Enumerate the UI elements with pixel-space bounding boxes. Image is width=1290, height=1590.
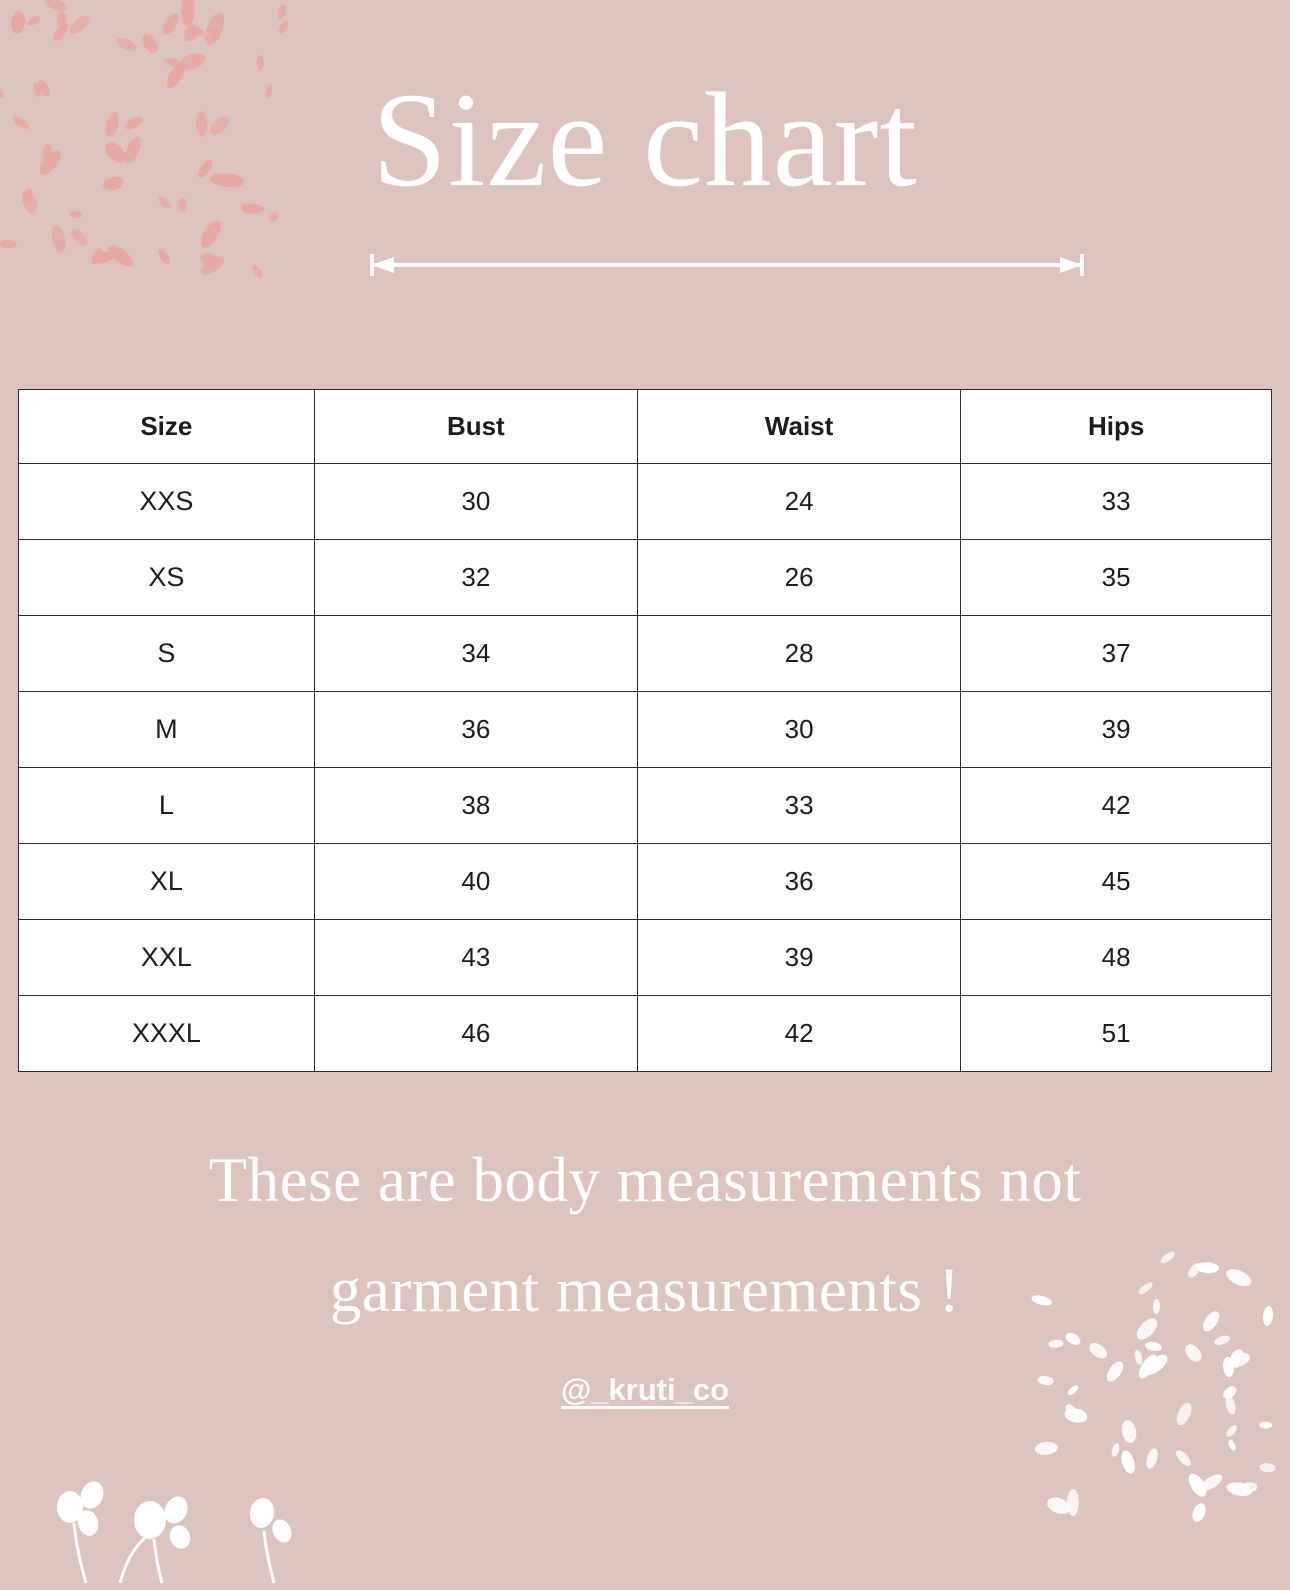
cell-bust: 40	[314, 844, 637, 920]
cell-size: XXS	[19, 464, 315, 540]
table-row	[19, 540, 1272, 616]
cell-size: XS	[19, 540, 315, 616]
footer-note-line-2: garment measurements !	[329, 1255, 961, 1326]
confetti-petal	[1044, 1495, 1071, 1517]
page-title: Size chart	[372, 66, 918, 215]
cell-hips: 33	[961, 464, 1272, 540]
cell-size: L	[19, 768, 315, 844]
confetti-petal	[1067, 1489, 1079, 1516]
confetti-petal	[1259, 1463, 1275, 1473]
cell-bust: 43	[314, 920, 637, 996]
cell-bust: 46	[314, 996, 637, 1072]
cell-hips: 37	[961, 616, 1272, 692]
table-row	[19, 692, 1272, 768]
confetti-petal	[1118, 1448, 1136, 1474]
column-header-bust: Bust	[314, 390, 637, 464]
confetti-petal	[1259, 1422, 1272, 1429]
cell-waist: 42	[637, 996, 960, 1072]
footer-note-line-1: These are body measurements not	[208, 1145, 1082, 1215]
cell-waist: 33	[637, 768, 960, 844]
table-row	[19, 920, 1272, 996]
cell-size: XXXL	[19, 996, 315, 1072]
confetti-petal	[1120, 1419, 1139, 1444]
table-row	[19, 844, 1272, 920]
cell-size: XL	[19, 844, 315, 920]
column-header-hips: Hips	[961, 390, 1272, 464]
size-chart-table	[18, 389, 1272, 1072]
cell-size: S	[19, 616, 315, 692]
table-header-row	[19, 390, 1272, 464]
confetti-petal	[1035, 1441, 1059, 1456]
cell-bust: 32	[314, 540, 637, 616]
table-row	[19, 768, 1272, 844]
cell-hips: 42	[961, 768, 1272, 844]
cell-size: M	[19, 692, 315, 768]
confetti-petal	[1198, 1471, 1225, 1493]
cell-waist: 39	[637, 920, 960, 996]
confetti-petal	[1232, 1351, 1240, 1368]
confetti-petal	[1227, 1438, 1238, 1451]
decorative-divider	[0, 250, 1290, 280]
confetti-petal	[1225, 1481, 1253, 1499]
header	[0, 0, 1290, 360]
confetti-petal	[1224, 1424, 1239, 1440]
flower-decoration-bottom-left	[30, 1465, 320, 1585]
confetti-petal	[1173, 1447, 1194, 1468]
cell-waist: 26	[637, 540, 960, 616]
confetti-petal	[1144, 1447, 1160, 1470]
footer-note	[0, 1125, 1290, 1346]
cell-hips: 39	[961, 692, 1272, 768]
table-row	[19, 616, 1272, 692]
confetti-petal	[1225, 1350, 1252, 1370]
column-header-waist: Waist	[637, 390, 960, 464]
table-row	[19, 464, 1272, 540]
size-chart-table-wrapper	[18, 389, 1272, 1072]
cell-bust: 34	[314, 616, 637, 692]
instagram-handle: @_kruti_co	[560, 1372, 730, 1407]
confetti-petal	[1190, 1502, 1208, 1524]
cell-waist: 36	[637, 844, 960, 920]
cell-hips: 51	[961, 996, 1272, 1072]
cell-bust: 36	[314, 692, 637, 768]
column-header-size: Size	[19, 390, 315, 464]
confetti-petal	[1241, 1482, 1259, 1494]
cell-waist: 24	[637, 464, 960, 540]
confetti-petal	[1133, 1349, 1143, 1365]
cell-bust: 30	[314, 464, 637, 540]
cell-hips: 35	[961, 540, 1272, 616]
cell-hips: 45	[961, 844, 1272, 920]
cell-hips: 48	[961, 920, 1272, 996]
table-row	[19, 996, 1272, 1072]
cell-bust: 38	[314, 768, 637, 844]
cell-waist: 28	[637, 616, 960, 692]
cell-waist: 30	[637, 692, 960, 768]
confetti-petal	[1111, 1442, 1122, 1457]
cell-size: XXL	[19, 920, 315, 996]
confetti-petal	[1230, 1348, 1245, 1362]
confetti-petal	[1063, 1407, 1089, 1425]
confetti-petal	[1185, 1470, 1210, 1499]
